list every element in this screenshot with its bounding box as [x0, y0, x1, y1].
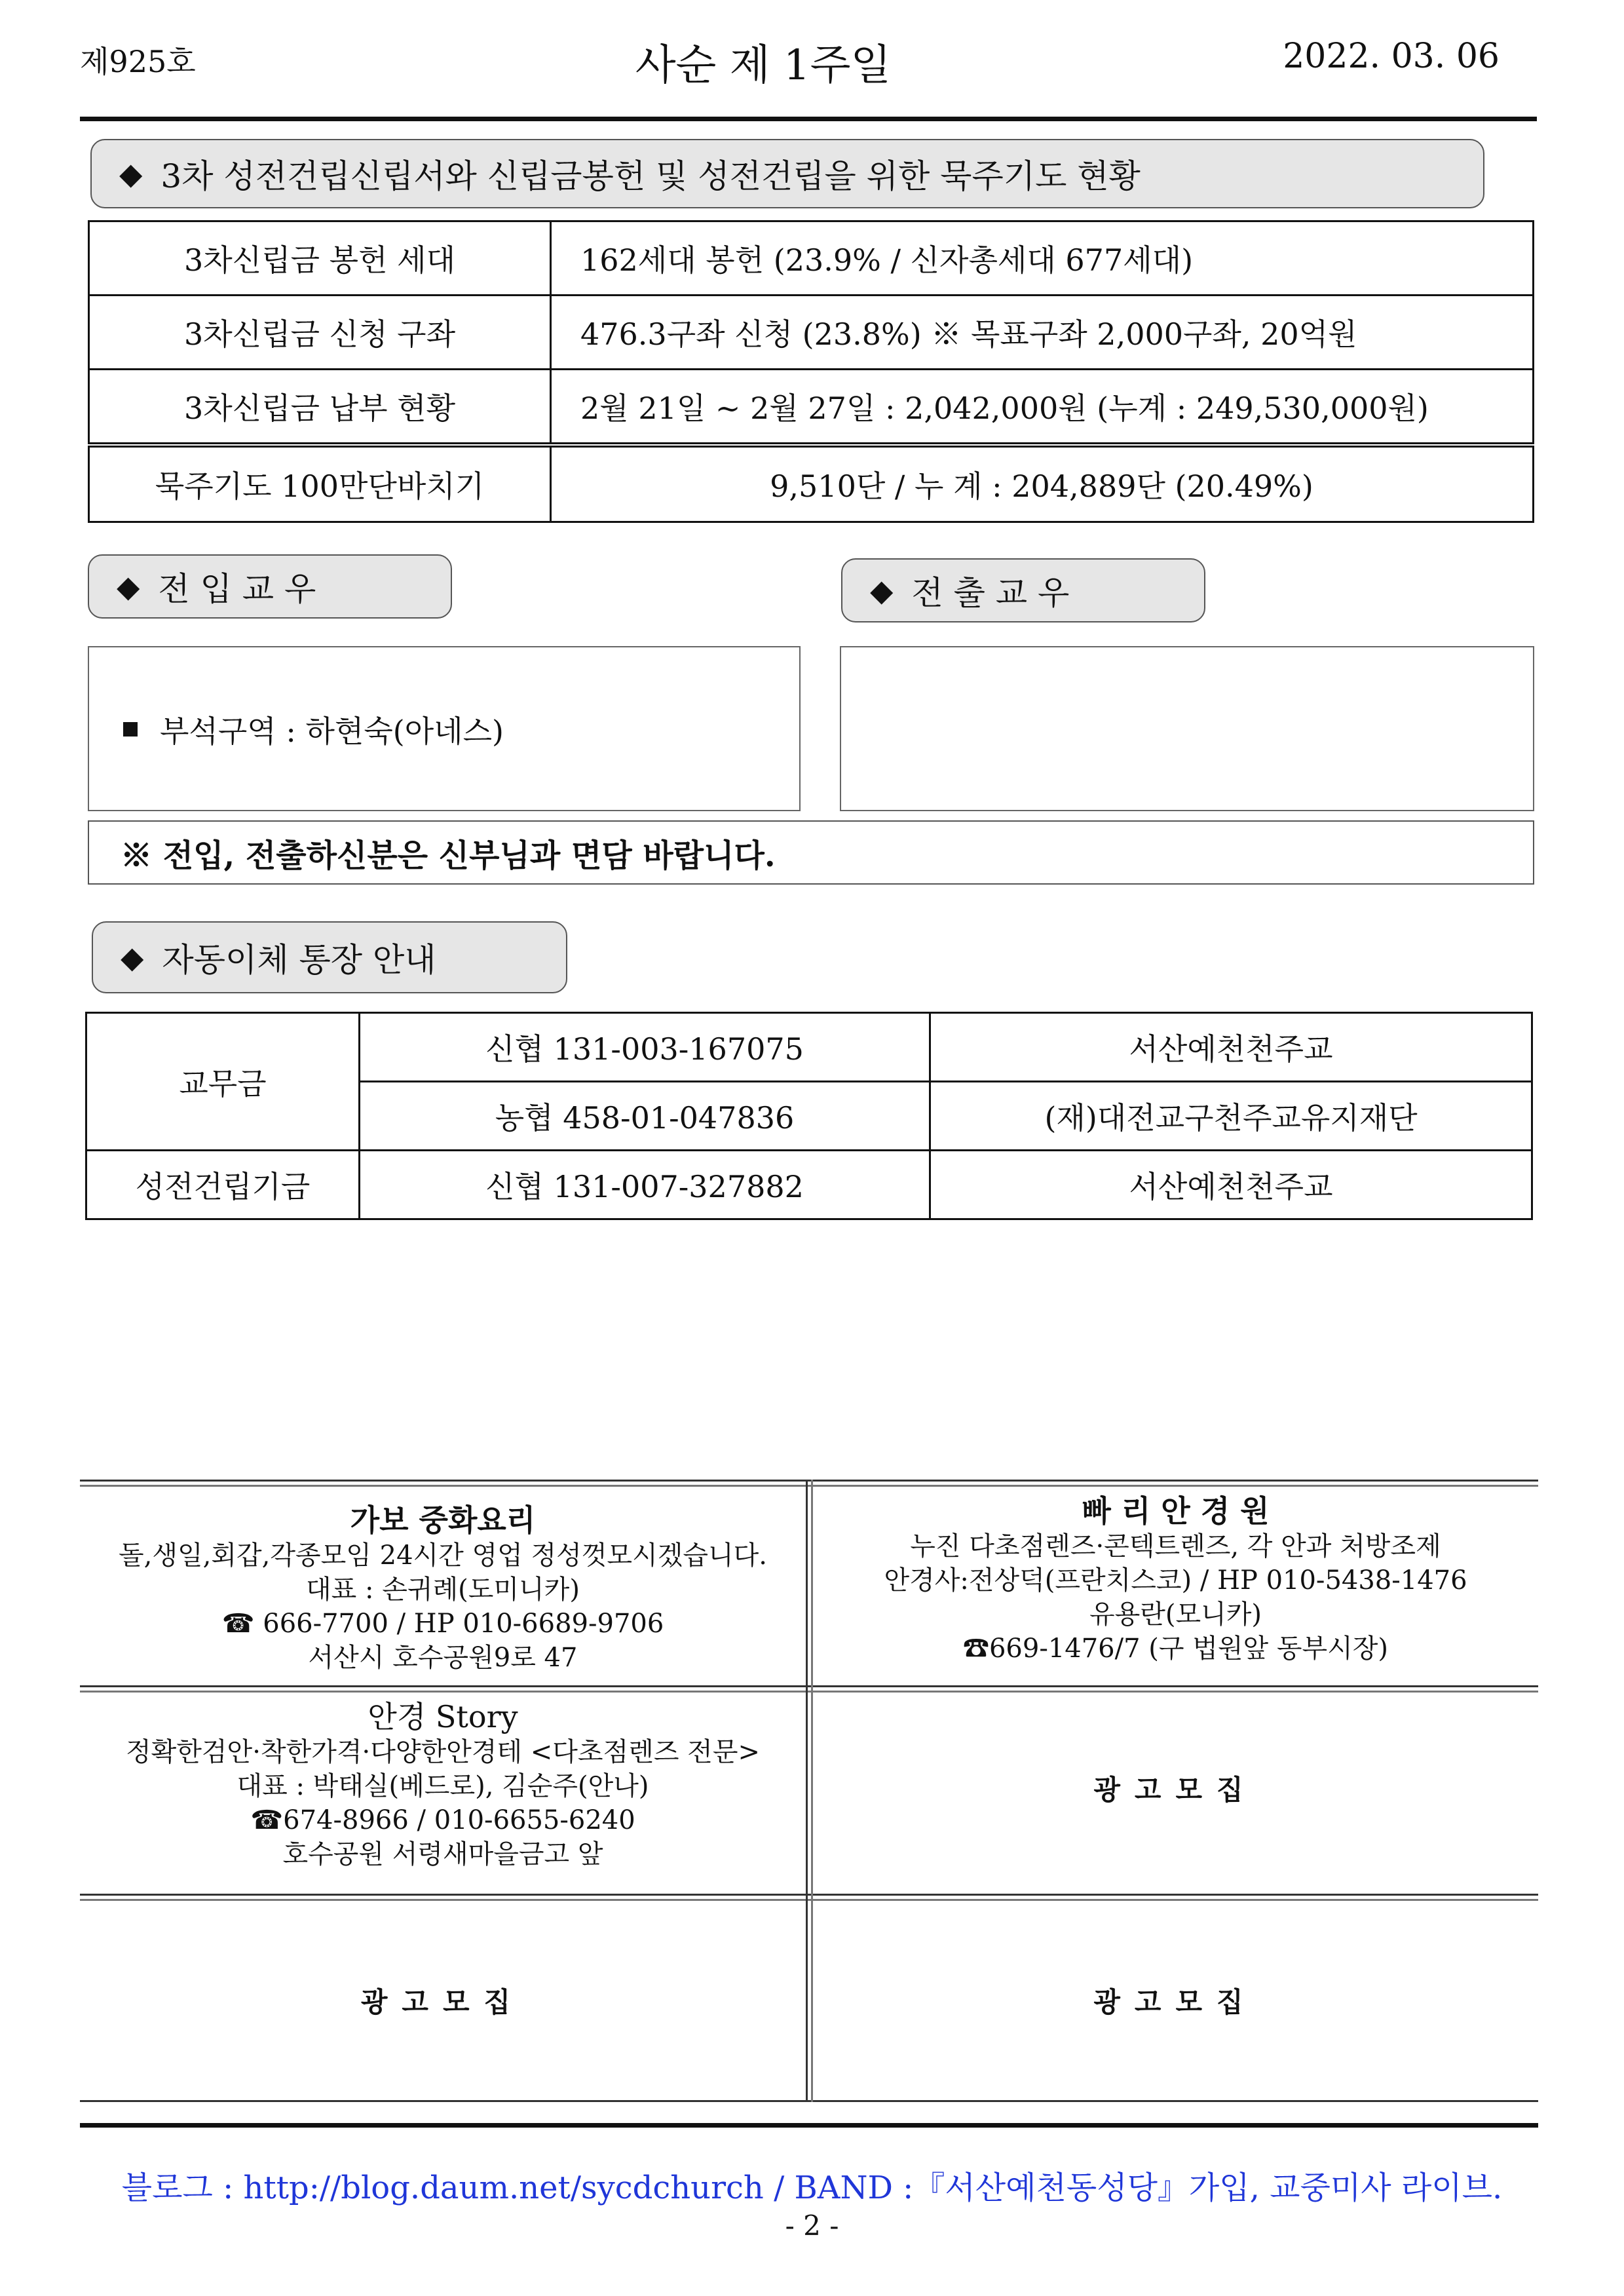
ad-recruit: 광고모집	[1093, 1986, 1258, 2018]
table-cell-holder: 서산예천천주교	[930, 1013, 1532, 1082]
ad-name: 안경 Story	[368, 1699, 518, 1734]
ad-line: 호수공원 서령새마을금고 앞	[282, 1839, 603, 1869]
table-cell-category: 교무금	[86, 1013, 360, 1151]
table-cell-account: 농협 458-01-047836	[360, 1082, 930, 1151]
auto-transfer-table	[85, 1012, 1533, 1220]
square-bullet-icon	[123, 722, 138, 737]
footer-rule	[80, 2123, 1538, 2128]
ad-line: 대표 : 박태실(베드로), 김순주(안나)	[236, 1771, 649, 1801]
table-cell-label: 3차신립금 신청 구좌	[89, 296, 551, 370]
ad-line: ☎ 666-7700 / HP 010-6689-9706	[221, 1609, 664, 1639]
section-title-text: 3차 성전건립신립서와 신립금봉헌 및 성전건립을 위한 묵주기도 현황	[161, 157, 1141, 195]
table-row	[89, 445, 1534, 522]
ad-line: ☎669-1476/7 (구 법원앞 동부시장)	[962, 1634, 1389, 1664]
diamond-icon: ◆	[119, 156, 143, 191]
table-row	[89, 296, 1534, 370]
table-cell-holder: 서산예천천주교	[930, 1151, 1532, 1219]
diamond-icon: ◆	[121, 940, 144, 975]
issue-number: 제925호	[80, 44, 196, 79]
transfer-notice: ※ 전입, 전출하신분은 신부님과 면담 바랍니다.	[88, 820, 1534, 885]
page-title: 사순 제 1주일	[635, 41, 892, 90]
transfer-out-panel	[840, 646, 1534, 811]
table-cell-account: 신협 131-003-167075	[360, 1013, 930, 1082]
section-title-text: 전 입 교 우	[158, 570, 316, 608]
section-title-text: 자동이체 통장 안내	[162, 941, 436, 979]
ad-line: 돌,생일,회갑,각종모임 24시간 영업 정성껏모시겠습니다.	[119, 1540, 767, 1571]
ad-line: 유용란(모니카)	[1089, 1599, 1262, 1630]
table-cell-value: 162세대 봉헌 (23.9% / 신자총세대 677세대)	[551, 221, 1534, 296]
section-title-building-fund	[90, 139, 1484, 208]
table-cell-value: 2월 21일 ~ 2월 27일 : 2,042,000원 (누계 : 249,530,000원)	[551, 370, 1534, 446]
diamond-icon: ◆	[117, 569, 140, 604]
ad-line: 서산시 호수공원9로 47	[308, 1643, 578, 1673]
section-title-transfer-in	[88, 554, 452, 619]
table-cell-label: 3차신립금 납부 현황	[89, 370, 551, 446]
table-row	[86, 1013, 1532, 1082]
footer-links[interactable]: 블로그 : http://blog.daum.net/sycdchurch / BAND :『서산예천동성당』가입, 교중미사 라이브.	[121, 2170, 1503, 2206]
ad-line: ☎674-8966 / 010-6655-6240	[250, 1805, 635, 1835]
ad-line: 안경사:전상덕(프란치스코) / HP 010-5438-1476	[884, 1565, 1467, 1596]
section-title-text: 전 출 교 우	[911, 574, 1070, 612]
ad-recruit: 광고모집	[360, 1986, 525, 2018]
section-title-auto-transfer	[92, 921, 567, 993]
diamond-icon: ◆	[870, 573, 894, 608]
table-cell-value: 476.3구좌 신청 (23.8%) ※ 목표구좌 2,000구좌, 20억원	[551, 296, 1534, 370]
ad-line: 누진 다초점렌즈·콘텍트렌즈, 각 안과 처방조제	[910, 1531, 1441, 1561]
ad-name: 빠 리 안 경 원	[1082, 1493, 1270, 1529]
table-cell-holder: (재)대전교구천주교유지재단	[930, 1082, 1532, 1151]
transfer-in-item: 부석구역 : 하현숙(아네스)	[160, 714, 504, 749]
ad-name: 가보 중화요리	[350, 1502, 536, 1538]
table-cell-label: 묵주기도 100만단바치기	[89, 445, 551, 522]
ad-optical-story	[80, 1700, 806, 1871]
table-row	[89, 370, 1534, 446]
table-cell-value: 9,510단 / 누 계 : 204,889단 (20.49%)	[551, 445, 1534, 522]
ad-line: 정확한검안·착한가격·다양한안경테 <다초점렌즈 전문>	[126, 1737, 760, 1767]
page-number: - 2 -	[785, 2210, 839, 2242]
ad-recruit: 광고모집	[1093, 1774, 1258, 1806]
issue-date: 2022. 03. 06	[1283, 37, 1500, 76]
section-title-transfer-out	[841, 558, 1205, 622]
table-row	[89, 221, 1534, 296]
ad-gabo	[80, 1503, 806, 1675]
ad-line: 대표 : 손귀례(도미니카)	[306, 1575, 580, 1605]
table-cell-category: 성전건립기금	[86, 1151, 360, 1219]
table-cell-label: 3차신립금 봉헌 세대	[89, 221, 551, 296]
building-fund-table	[88, 220, 1534, 523]
ad-paris-optical	[813, 1494, 1538, 1666]
table-cell-account: 신협 131-007-327882	[360, 1151, 930, 1219]
ads-grid	[80, 1480, 1538, 2102]
header-rule	[80, 117, 1537, 121]
transfer-in-panel	[88, 646, 801, 811]
table-row	[86, 1151, 1532, 1219]
